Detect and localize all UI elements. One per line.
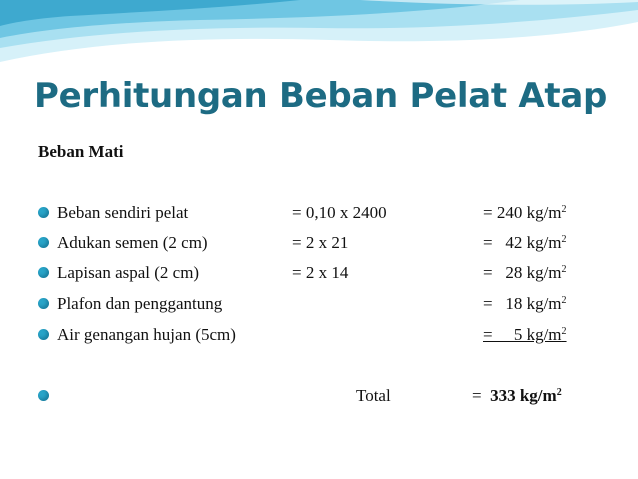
list-item	[0, 294, 638, 320]
item-label: Air genangan hujan (5cm)	[57, 325, 236, 344]
list-item	[0, 233, 638, 259]
item-formula: = 0,10 x 2400	[292, 203, 387, 222]
bullet-icon	[38, 237, 49, 248]
item-label: Lapisan aspal (2 cm)	[57, 263, 200, 282]
list-item	[0, 263, 638, 289]
item-formula: = 2 x 21	[292, 233, 349, 252]
item-label: Plafon dan penggantung	[57, 294, 223, 313]
bullet-icon	[38, 267, 49, 278]
bullet-icon	[38, 298, 49, 309]
item-label: Adukan semen (2 cm)	[57, 233, 208, 252]
bullet-icon	[38, 207, 49, 218]
item-label: Beban sendiri pelat	[57, 203, 189, 222]
bullet-icon	[38, 390, 49, 401]
bullet-icon	[38, 329, 49, 340]
total-row	[0, 386, 638, 412]
item-formula: = 2 x 14	[292, 263, 349, 282]
list-item	[0, 325, 638, 351]
item-result: = 5 $kg/m^2$	[483, 325, 567, 344]
total-label: Total	[356, 386, 391, 405]
section-subtitle: Beban Mati	[38, 142, 124, 161]
item-result: = 42 $kg/m^2$	[483, 233, 567, 252]
item-result: = 28 $kg/m^2$	[483, 263, 567, 282]
list-item	[0, 203, 638, 229]
item-result: = 240 $kg/m^2$	[483, 203, 567, 222]
total-value: = 333 $kg/m^2$	[472, 386, 562, 405]
item-result: = 18 $kg/m^2$	[483, 294, 567, 313]
page-title: Perhitungan Beban Pelat Atap	[34, 76, 608, 116]
